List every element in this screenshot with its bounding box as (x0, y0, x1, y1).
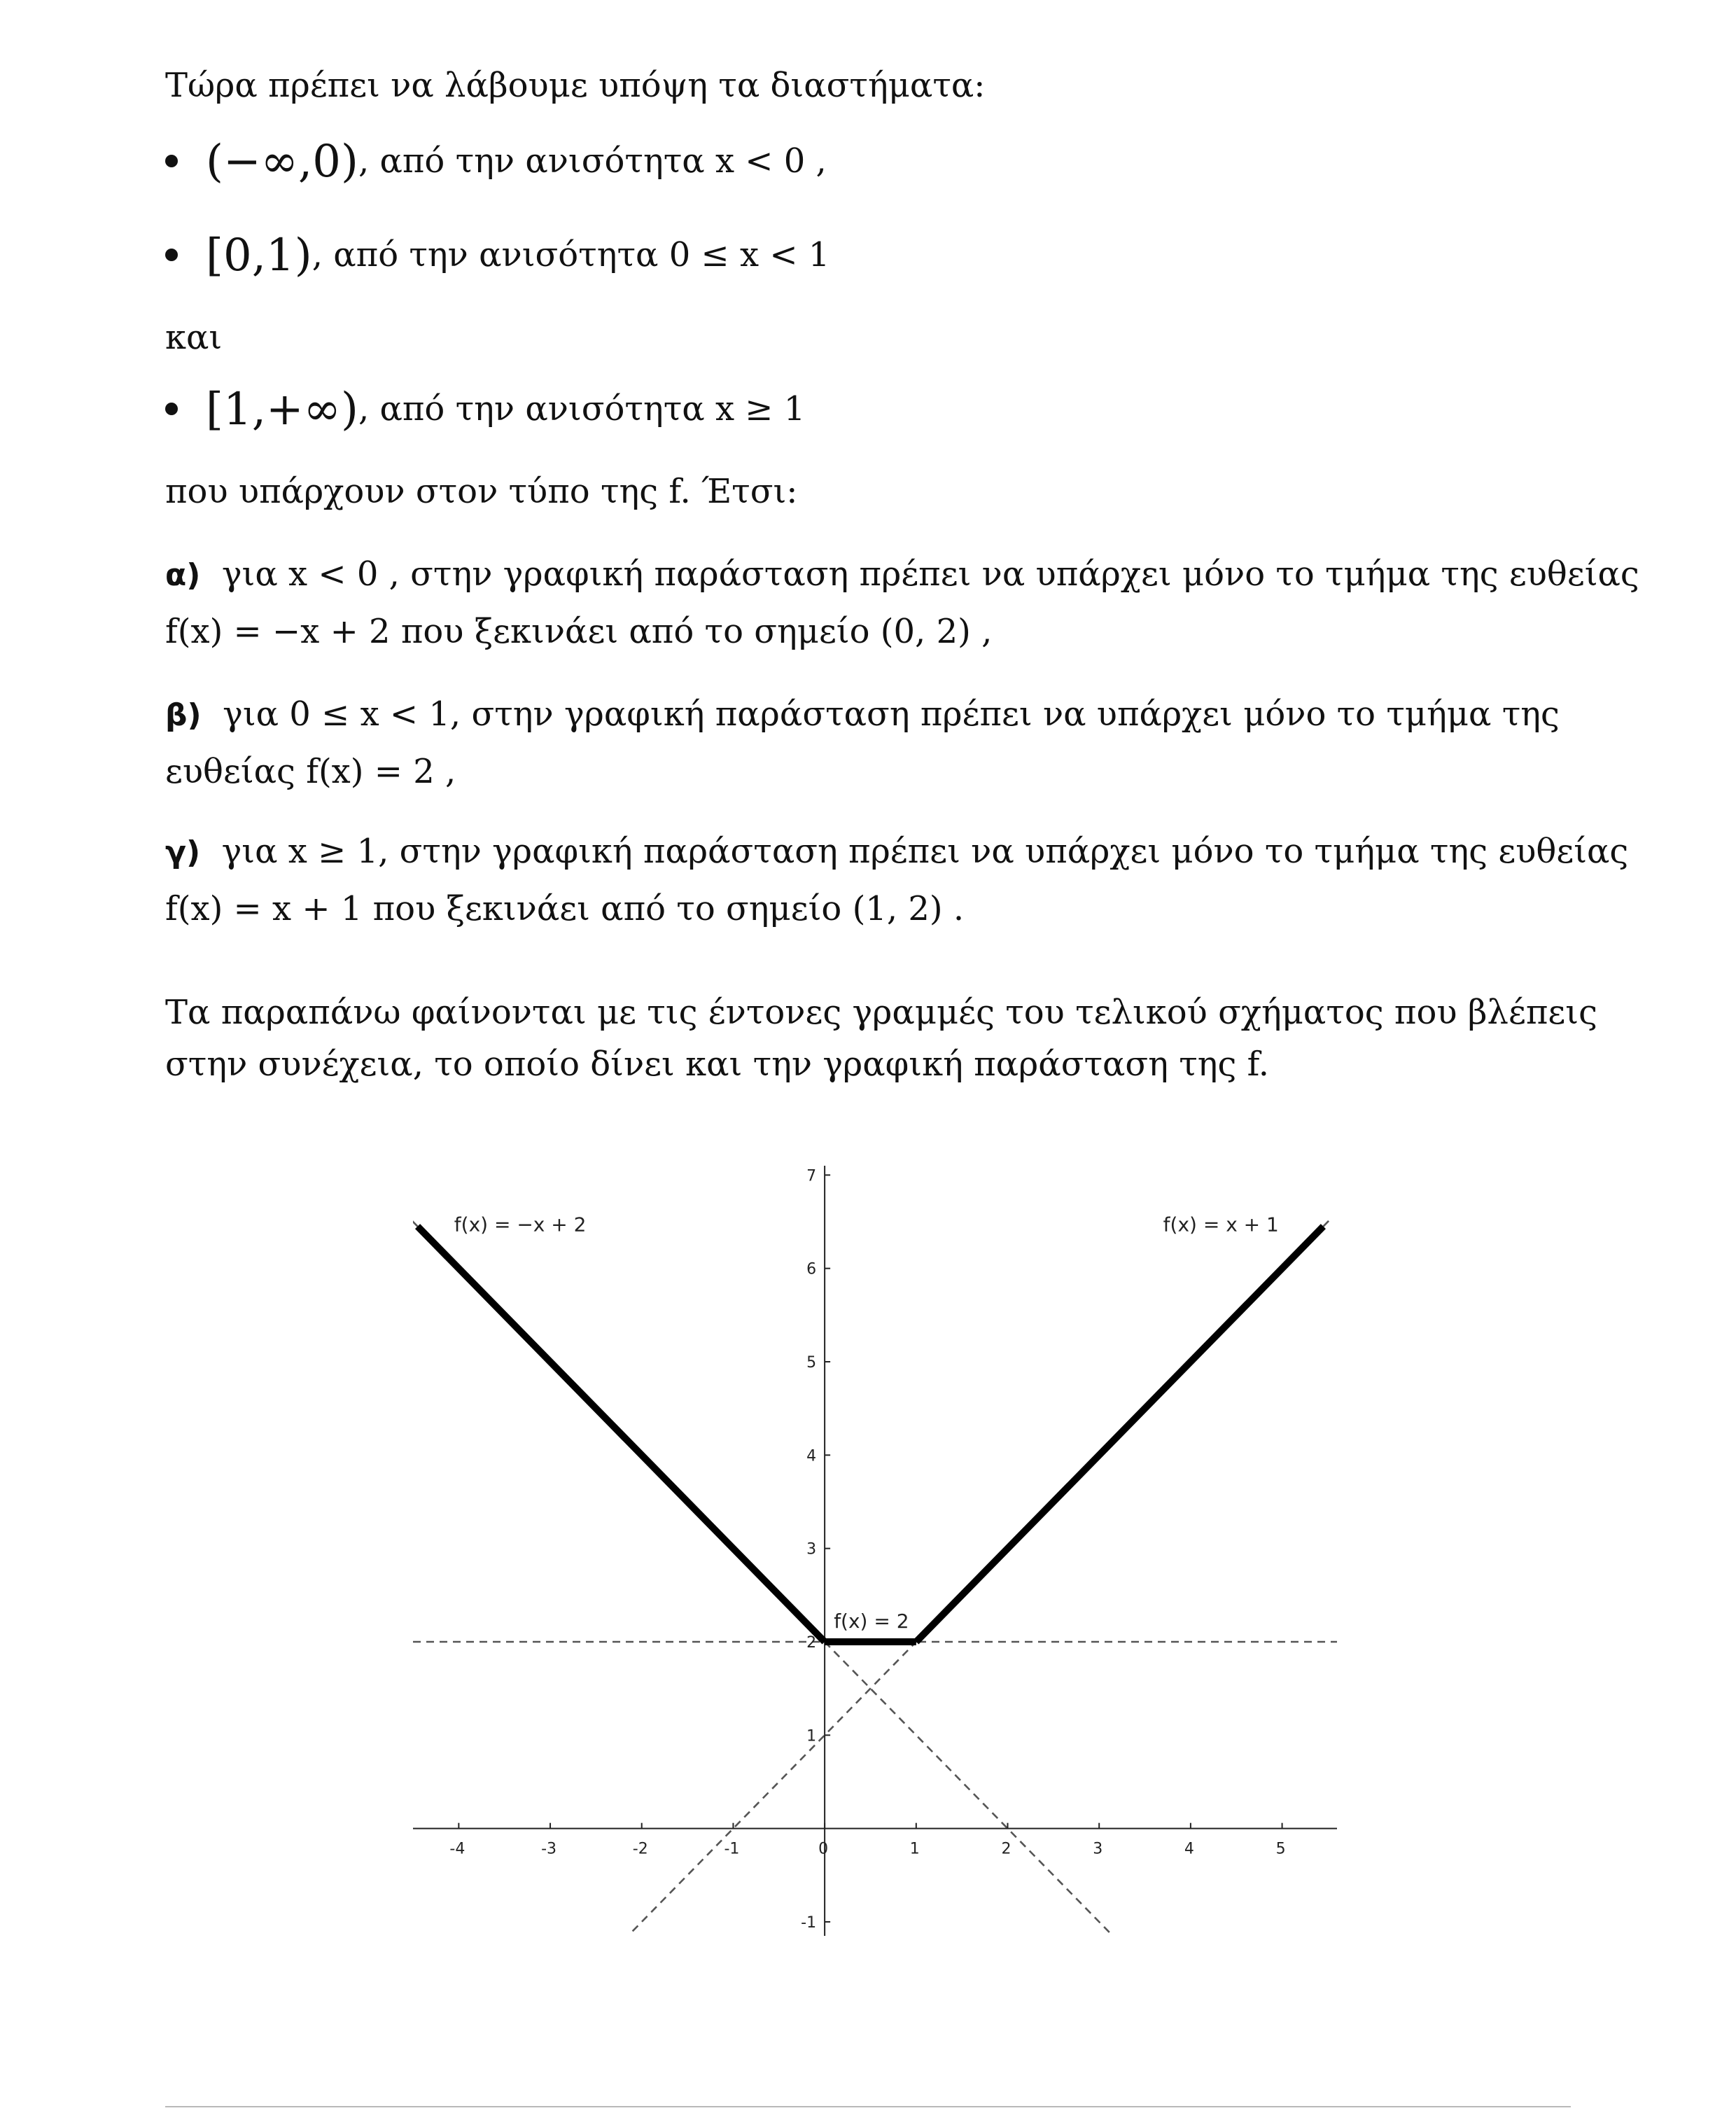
x-tick-label: -4 (449, 1840, 465, 1858)
interval-description: , από την ανισότητα 0 ≤ x < 1 (312, 235, 830, 274)
solid-segment-0 (418, 1227, 825, 1642)
case-alpha-line-1 (165, 550, 1639, 599)
intro-text: Τώρα πρέπει να λάβουμε υπόψη τα διαστήματα: (165, 66, 986, 105)
function-label-0: f(x) = −x + 2 (454, 1213, 587, 1236)
function-label-2: f(x) = 2 (834, 1610, 909, 1633)
y-tick-label: 2 (806, 1634, 817, 1652)
case-gamma-line-2: f(x) = x + 1 που ξεκινάει από το σημείο (1, 2) . (165, 889, 965, 928)
case-label: α) (165, 557, 201, 593)
formula-line: που υπάρχουν στον τύπο της f. Έτσι: (165, 472, 798, 511)
axes-layer (413, 1166, 1337, 1936)
labels-layer (449, 1167, 1285, 1932)
y-tick-label: 5 (806, 1354, 817, 1372)
case-text: για x ≥ 1, στην γραφική παράσταση πρέπει να υπάρχει μόνο το τμήμα της ευθείας (221, 832, 1629, 871)
x-tick-label: -2 (632, 1840, 648, 1858)
interval-item-1 (165, 137, 827, 186)
interval-notation: [0,1) (206, 230, 312, 281)
interval-item-2 (165, 231, 830, 280)
solid-segments-layer (418, 1227, 1324, 1642)
case-text: για x < 0 , στην γραφική παράσταση πρέπει να υπάρχει μόνο το τμήμα της ευθείας (221, 555, 1639, 594)
case-gamma-line-1 (165, 828, 1628, 877)
x-tick-label: -1 (724, 1840, 740, 1858)
interval-description: , από την ανισότητα x ≥ 1 (358, 389, 806, 428)
bullet-icon (165, 403, 178, 415)
x-tick-label: 5 (1275, 1840, 1286, 1858)
bullet-icon (165, 249, 178, 261)
solid-segment-2 (916, 1227, 1324, 1642)
interval-notation: (−∞,0) (206, 136, 358, 188)
case-label: γ) (165, 835, 201, 870)
footer-divider (165, 2106, 1571, 2107)
x-tick-label: 4 (1184, 1840, 1194, 1858)
and-word: και (165, 318, 223, 357)
x-tick-label: -3 (541, 1840, 557, 1858)
case-beta-line-2: ευθείας f(x) = 2 , (165, 752, 456, 791)
case-label: β) (165, 697, 202, 733)
interval-description: , από την ανισότητα x < 0 , (358, 141, 827, 181)
y-tick-label: 6 (806, 1260, 817, 1278)
case-beta-line-1 (165, 690, 1560, 739)
case-text: για 0 ≤ x < 1, στην γραφική παράσταση πρέπει να υπάρχει μόνο το τμήμα της (223, 695, 1560, 734)
x-tick-label: 2 (1001, 1840, 1011, 1858)
conclusion-line-1: Τα παραπάνω φαίνονται με τις έντονες γραμμές του τελικού σχήματος που βλέπεις (165, 993, 1597, 1032)
y-tick-label: -1 (801, 1914, 817, 1932)
case-alpha-line-2: f(x) = −x + 2 που ξεκινάει από το σημείο (0, 2) , (165, 612, 993, 651)
y-tick-label: 3 (806, 1540, 817, 1558)
function-label-1: f(x) = x + 1 (1163, 1213, 1279, 1236)
interval-item-3 (165, 385, 805, 434)
x-tick-label: 0 (818, 1840, 829, 1858)
y-tick-label: 4 (806, 1447, 817, 1465)
dashed-line-3 (1323, 1217, 1332, 1226)
y-tick-label: 7 (806, 1167, 817, 1185)
dashed-line-4 (413, 1217, 418, 1226)
dashed-line-1 (633, 1642, 916, 1931)
interval-notation: [1,+∞) (206, 384, 358, 435)
dashed-line-2 (825, 1642, 1113, 1936)
x-tick-label: 1 (909, 1840, 920, 1858)
x-tick-label: 3 (1093, 1840, 1103, 1858)
bullet-icon (165, 155, 178, 167)
y-tick-label: 1 (806, 1727, 817, 1745)
function-graph (413, 1166, 1337, 1936)
conclusion-line-2: στην συνέχεια, το οποίο δίνει και την γραφική παράσταση της f. (165, 1045, 1269, 1084)
